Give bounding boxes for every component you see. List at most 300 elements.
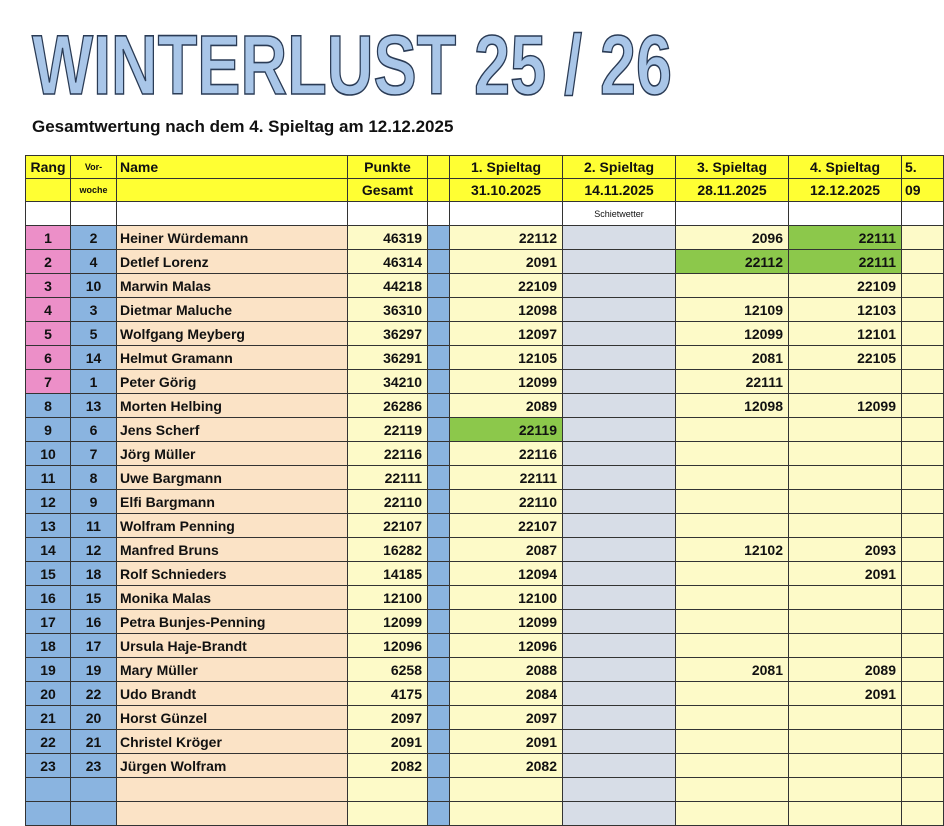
rang-cell: 20 (26, 682, 71, 706)
header-punkte: Punkte (348, 156, 428, 179)
spieltag-3-cell: 22112 (676, 250, 789, 274)
rang-cell: 4 (26, 298, 71, 322)
spieltag-2-cell (563, 370, 676, 394)
subtitle: Gesamtwertung nach dem 4. Spieltag am 12.12.2025 (32, 117, 454, 136)
spieltag-5-cell (902, 298, 944, 322)
table-row (26, 394, 944, 418)
spieltag-2-cell (563, 442, 676, 466)
table-row (26, 346, 944, 370)
note-cell (71, 202, 117, 226)
spacer-cell (428, 346, 450, 370)
spacer-cell (428, 634, 450, 658)
rang-cell: 18 (26, 634, 71, 658)
table-row (26, 370, 944, 394)
name-cell: Manfred Bruns (117, 538, 348, 562)
spieltag-3-cell: 2081 (676, 658, 789, 682)
rang-cell: 12 (26, 490, 71, 514)
name-cell: Jürgen Wolfram (117, 754, 348, 778)
punkte-cell: 2097 (348, 706, 428, 730)
spieltag-2-cell (563, 730, 676, 754)
vorwoche-cell: 3 (71, 298, 117, 322)
header-spieltag-1: 1. Spieltag (450, 156, 563, 179)
table-row (26, 610, 944, 634)
spieltag-3-cell: 2081 (676, 346, 789, 370)
standings-table (25, 155, 944, 826)
spieltag-1-cell: 2091 (450, 730, 563, 754)
spieltag-3-cell: 12109 (676, 298, 789, 322)
spieltag-4-cell: 22111 (789, 250, 902, 274)
spacer-cell (428, 274, 450, 298)
table-row (26, 250, 944, 274)
spacer-cell (428, 226, 450, 250)
spacer-cell (428, 754, 450, 778)
spieltag-4-cell: 2089 (789, 658, 902, 682)
spieltag-5-cell (902, 682, 944, 706)
spieltag-5-cell (902, 466, 944, 490)
rang-cell: 2 (26, 250, 71, 274)
spieltag-1-cell: 22119 (450, 418, 563, 442)
rang-cell: 17 (26, 610, 71, 634)
note-cell (789, 202, 902, 226)
spacer-cell (428, 442, 450, 466)
spieltag-4-cell (789, 730, 902, 754)
spieltag-5-cell (902, 370, 944, 394)
header-date-5: 09 (902, 179, 944, 202)
table-row (26, 466, 944, 490)
punkte-cell: 22116 (348, 442, 428, 466)
note-schietwetter: Schietwetter (563, 202, 676, 226)
table-row (26, 322, 944, 346)
spieltag-3-cell (676, 682, 789, 706)
spieltag-1-cell: 12099 (450, 610, 563, 634)
header-gesamt: Gesamt (348, 179, 428, 202)
spieltag-2-cell (563, 706, 676, 730)
spieltag-1-cell: 2091 (450, 250, 563, 274)
empty-cell (348, 802, 428, 826)
spieltag-3-cell: 22111 (676, 370, 789, 394)
spieltag-5-cell (902, 730, 944, 754)
empty-cell (117, 802, 348, 826)
header-vorwoche-bottom: woche (71, 179, 117, 202)
punkte-cell: 22119 (348, 418, 428, 442)
spacer-cell (428, 610, 450, 634)
spieltag-2-cell (563, 418, 676, 442)
spieltag-4-cell: 22105 (789, 346, 902, 370)
spieltag-5-cell (902, 586, 944, 610)
spieltag-4-cell (789, 610, 902, 634)
spacer-cell (428, 514, 450, 538)
spacer-cell (428, 682, 450, 706)
spacer-cell (428, 490, 450, 514)
header-spieltag-2: 2. Spieltag (563, 156, 676, 179)
spieltag-2-cell (563, 298, 676, 322)
spacer-cell (428, 706, 450, 730)
empty-row (26, 802, 944, 826)
spieltag-1-cell: 2089 (450, 394, 563, 418)
vorwoche-cell: 1 (71, 370, 117, 394)
spieltag-3-cell (676, 562, 789, 586)
spieltag-5-cell (902, 658, 944, 682)
empty-cell (676, 802, 789, 826)
spacer-cell (428, 730, 450, 754)
spieltag-5-cell (902, 346, 944, 370)
rang-cell: 21 (26, 706, 71, 730)
spieltag-3-cell (676, 586, 789, 610)
table-row (26, 658, 944, 682)
spieltag-3-cell (676, 274, 789, 298)
spacer-cell (428, 466, 450, 490)
rang-cell: 14 (26, 538, 71, 562)
spieltag-2-cell (563, 466, 676, 490)
spieltag-2-cell (563, 346, 676, 370)
table-row (26, 514, 944, 538)
spieltag-4-cell (789, 634, 902, 658)
vorwoche-cell: 2 (71, 226, 117, 250)
table-row (26, 226, 944, 250)
name-cell: Ursula Haje-Brandt (117, 634, 348, 658)
spieltag-1-cell: 12097 (450, 322, 563, 346)
spieltag-3-cell (676, 610, 789, 634)
spieltag-4-cell (789, 514, 902, 538)
header-vorwoche-top: Vor- (71, 156, 117, 179)
header-spieltag-4: 4. Spieltag (789, 156, 902, 179)
spieltag-1-cell: 22112 (450, 226, 563, 250)
rang-cell: 9 (26, 418, 71, 442)
page-title-text: WINTERLUST 25 / 26 (32, 18, 672, 112)
rang-cell: 8 (26, 394, 71, 418)
rang-cell: 6 (26, 346, 71, 370)
punkte-cell: 16282 (348, 538, 428, 562)
table-row (26, 274, 944, 298)
header-date-4: 12.12.2025 (789, 179, 902, 202)
rang-cell: 10 (26, 442, 71, 466)
rang-cell: 13 (26, 514, 71, 538)
spieltag-3-cell (676, 706, 789, 730)
spieltag-4-cell (789, 466, 902, 490)
vorwoche-cell: 4 (71, 250, 117, 274)
spieltag-5-cell (902, 706, 944, 730)
vorwoche-cell: 6 (71, 418, 117, 442)
name-cell: Wolfram Penning (117, 514, 348, 538)
spieltag-2-cell (563, 610, 676, 634)
standings-table-container (25, 155, 925, 820)
standings-body (26, 226, 944, 826)
empty-cell (789, 802, 902, 826)
rang-cell: 1 (26, 226, 71, 250)
header-rang: Rang (26, 156, 71, 179)
empty-cell (563, 802, 676, 826)
punkte-cell: 2082 (348, 754, 428, 778)
vorwoche-cell: 17 (71, 634, 117, 658)
table-row (26, 754, 944, 778)
table-row (26, 538, 944, 562)
table-row (26, 442, 944, 466)
spieltag-5-cell (902, 514, 944, 538)
spieltag-5-cell (902, 394, 944, 418)
spieltag-2-cell (563, 538, 676, 562)
punkte-cell: 36297 (348, 322, 428, 346)
rang-cell: 23 (26, 754, 71, 778)
header-date-2: 14.11.2025 (563, 179, 676, 202)
spacer-cell (428, 370, 450, 394)
name-cell: Peter Görig (117, 370, 348, 394)
spieltag-3-cell: 2096 (676, 226, 789, 250)
spieltag-2-cell (563, 658, 676, 682)
rang-cell: 19 (26, 658, 71, 682)
name-cell: Dietmar Maluche (117, 298, 348, 322)
spieltag-3-cell (676, 466, 789, 490)
spieltag-5-cell (902, 418, 944, 442)
spacer-cell (428, 586, 450, 610)
spieltag-4-cell: 12101 (789, 322, 902, 346)
empty-cell (26, 802, 71, 826)
spieltag-1-cell: 2088 (450, 658, 563, 682)
header-spacer (428, 156, 450, 179)
spacer-cell (428, 538, 450, 562)
spacer-cell (428, 322, 450, 346)
empty-cell (26, 778, 71, 802)
empty-cell (428, 778, 450, 802)
spieltag-4-cell: 22109 (789, 274, 902, 298)
header-name: Name (117, 156, 348, 179)
spieltag-1-cell: 22110 (450, 490, 563, 514)
table-row (26, 562, 944, 586)
spieltag-3-cell (676, 442, 789, 466)
vorwoche-cell: 12 (71, 538, 117, 562)
note-cell (676, 202, 789, 226)
rang-cell: 22 (26, 730, 71, 754)
header-rang-blank (26, 179, 71, 202)
rang-cell: 11 (26, 466, 71, 490)
spieltag-1-cell: 22111 (450, 466, 563, 490)
spieltag-1-cell: 12105 (450, 346, 563, 370)
vorwoche-cell: 16 (71, 610, 117, 634)
note-cell (450, 202, 563, 226)
spieltag-3-cell (676, 634, 789, 658)
spieltag-5-cell (902, 538, 944, 562)
spieltag-5-cell (902, 610, 944, 634)
rang-cell: 3 (26, 274, 71, 298)
spieltag-1-cell: 2082 (450, 754, 563, 778)
empty-cell (71, 778, 117, 802)
spieltag-1-cell: 12098 (450, 298, 563, 322)
name-cell: Horst Günzel (117, 706, 348, 730)
table-row (26, 490, 944, 514)
spacer-cell (428, 562, 450, 586)
spieltag-1-cell: 12096 (450, 634, 563, 658)
empty-cell (902, 802, 944, 826)
punkte-cell: 6258 (348, 658, 428, 682)
name-cell: Christel Kröger (117, 730, 348, 754)
vorwoche-cell: 10 (71, 274, 117, 298)
empty-cell (563, 778, 676, 802)
header-row-dates (26, 179, 944, 202)
note-cell (348, 202, 428, 226)
spieltag-1-cell: 12099 (450, 370, 563, 394)
spieltag-3-cell (676, 754, 789, 778)
punkte-cell: 4175 (348, 682, 428, 706)
empty-row (26, 778, 944, 802)
empty-cell (348, 778, 428, 802)
punkte-cell: 12100 (348, 586, 428, 610)
punkte-cell: 46314 (348, 250, 428, 274)
spieltag-4-cell (789, 418, 902, 442)
spieltag-1-cell: 22109 (450, 274, 563, 298)
vorwoche-cell: 18 (71, 562, 117, 586)
rang-cell: 15 (26, 562, 71, 586)
spieltag-4-cell (789, 442, 902, 466)
spieltag-5-cell (902, 754, 944, 778)
vorwoche-cell: 7 (71, 442, 117, 466)
spieltag-4-cell (789, 490, 902, 514)
table-row (26, 706, 944, 730)
spieltag-3-cell: 12098 (676, 394, 789, 418)
spieltag-5-cell (902, 490, 944, 514)
spieltag-4-cell (789, 370, 902, 394)
spieltag-2-cell (563, 226, 676, 250)
vorwoche-cell: 21 (71, 730, 117, 754)
vorwoche-cell: 13 (71, 394, 117, 418)
vorwoche-cell: 11 (71, 514, 117, 538)
punkte-cell: 44218 (348, 274, 428, 298)
spieltag-4-cell (789, 754, 902, 778)
punkte-cell: 12099 (348, 610, 428, 634)
name-cell: Rolf Schnieders (117, 562, 348, 586)
header-name-blank (117, 179, 348, 202)
spacer-cell (428, 418, 450, 442)
spieltag-4-cell: 2091 (789, 682, 902, 706)
spieltag-5-cell (902, 226, 944, 250)
empty-cell (117, 778, 348, 802)
spieltag-5-cell (902, 634, 944, 658)
name-cell: Jens Scherf (117, 418, 348, 442)
spieltag-2-cell (563, 754, 676, 778)
rang-cell: 5 (26, 322, 71, 346)
note-cell (117, 202, 348, 226)
spieltag-4-cell (789, 586, 902, 610)
rang-cell: 7 (26, 370, 71, 394)
spieltag-2-cell (563, 250, 676, 274)
spieltag-4-cell: 12103 (789, 298, 902, 322)
page-title (30, 18, 730, 112)
empty-cell (676, 778, 789, 802)
spieltag-5-cell (902, 322, 944, 346)
empty-cell (450, 802, 563, 826)
vorwoche-cell: 22 (71, 682, 117, 706)
header-row-notes (26, 202, 944, 226)
punkte-cell: 14185 (348, 562, 428, 586)
punkte-cell: 46319 (348, 226, 428, 250)
empty-cell (902, 778, 944, 802)
punkte-cell: 2091 (348, 730, 428, 754)
spieltag-5-cell (902, 442, 944, 466)
table-row (26, 730, 944, 754)
spieltag-3-cell (676, 730, 789, 754)
empty-cell (71, 802, 117, 826)
vorwoche-cell: 23 (71, 754, 117, 778)
name-cell: Udo Brandt (117, 682, 348, 706)
note-cell (428, 202, 450, 226)
name-cell: Detlef Lorenz (117, 250, 348, 274)
empty-cell (789, 778, 902, 802)
vorwoche-cell: 9 (71, 490, 117, 514)
spieltag-1-cell: 12100 (450, 586, 563, 610)
vorwoche-cell: 8 (71, 466, 117, 490)
spieltag-4-cell: 2093 (789, 538, 902, 562)
name-cell: Helmut Gramann (117, 346, 348, 370)
spacer-cell (428, 394, 450, 418)
spieltag-2-cell (563, 514, 676, 538)
spieltag-2-cell (563, 562, 676, 586)
spieltag-2-cell (563, 322, 676, 346)
note-cell (26, 202, 71, 226)
spieltag-1-cell: 12094 (450, 562, 563, 586)
empty-cell (428, 802, 450, 826)
header-date-3: 28.11.2025 (676, 179, 789, 202)
spacer-cell (428, 250, 450, 274)
table-row (26, 418, 944, 442)
vorwoche-cell: 14 (71, 346, 117, 370)
header-spieltag-3: 3. Spieltag (676, 156, 789, 179)
header-row-labels (26, 156, 944, 179)
spieltag-2-cell (563, 394, 676, 418)
name-cell: Uwe Bargmann (117, 466, 348, 490)
table-row (26, 586, 944, 610)
spieltag-4-cell: 12099 (789, 394, 902, 418)
name-cell: Elfi Bargmann (117, 490, 348, 514)
name-cell: Heiner Würdemann (117, 226, 348, 250)
spacer-cell (428, 298, 450, 322)
punkte-cell: 26286 (348, 394, 428, 418)
header-date-1: 31.10.2025 (450, 179, 563, 202)
empty-cell (450, 778, 563, 802)
spieltag-1-cell: 2087 (450, 538, 563, 562)
table-row (26, 634, 944, 658)
table-row (26, 298, 944, 322)
name-cell: Wolfgang Meyberg (117, 322, 348, 346)
name-cell: Marwin Malas (117, 274, 348, 298)
note-cell (902, 202, 944, 226)
spieltag-2-cell (563, 634, 676, 658)
spieltag-3-cell (676, 490, 789, 514)
spieltag-1-cell: 2084 (450, 682, 563, 706)
spieltag-3-cell (676, 514, 789, 538)
spieltag-2-cell (563, 586, 676, 610)
rang-cell: 16 (26, 586, 71, 610)
spieltag-1-cell: 22116 (450, 442, 563, 466)
spieltag-4-cell: 22111 (789, 226, 902, 250)
name-cell: Jörg Müller (117, 442, 348, 466)
vorwoche-cell: 19 (71, 658, 117, 682)
spieltag-2-cell (563, 682, 676, 706)
vorwoche-cell: 20 (71, 706, 117, 730)
spieltag-2-cell (563, 490, 676, 514)
spieltag-4-cell: 2091 (789, 562, 902, 586)
punkte-cell: 12096 (348, 634, 428, 658)
spieltag-1-cell: 22107 (450, 514, 563, 538)
punkte-cell: 36291 (348, 346, 428, 370)
punkte-cell: 36310 (348, 298, 428, 322)
punkte-cell: 22110 (348, 490, 428, 514)
name-cell: Petra Bunjes-Penning (117, 610, 348, 634)
header-spacer (428, 179, 450, 202)
spieltag-5-cell (902, 250, 944, 274)
spieltag-5-cell (902, 274, 944, 298)
vorwoche-cell: 5 (71, 322, 117, 346)
punkte-cell: 34210 (348, 370, 428, 394)
spieltag-3-cell: 12099 (676, 322, 789, 346)
spieltag-1-cell: 2097 (450, 706, 563, 730)
